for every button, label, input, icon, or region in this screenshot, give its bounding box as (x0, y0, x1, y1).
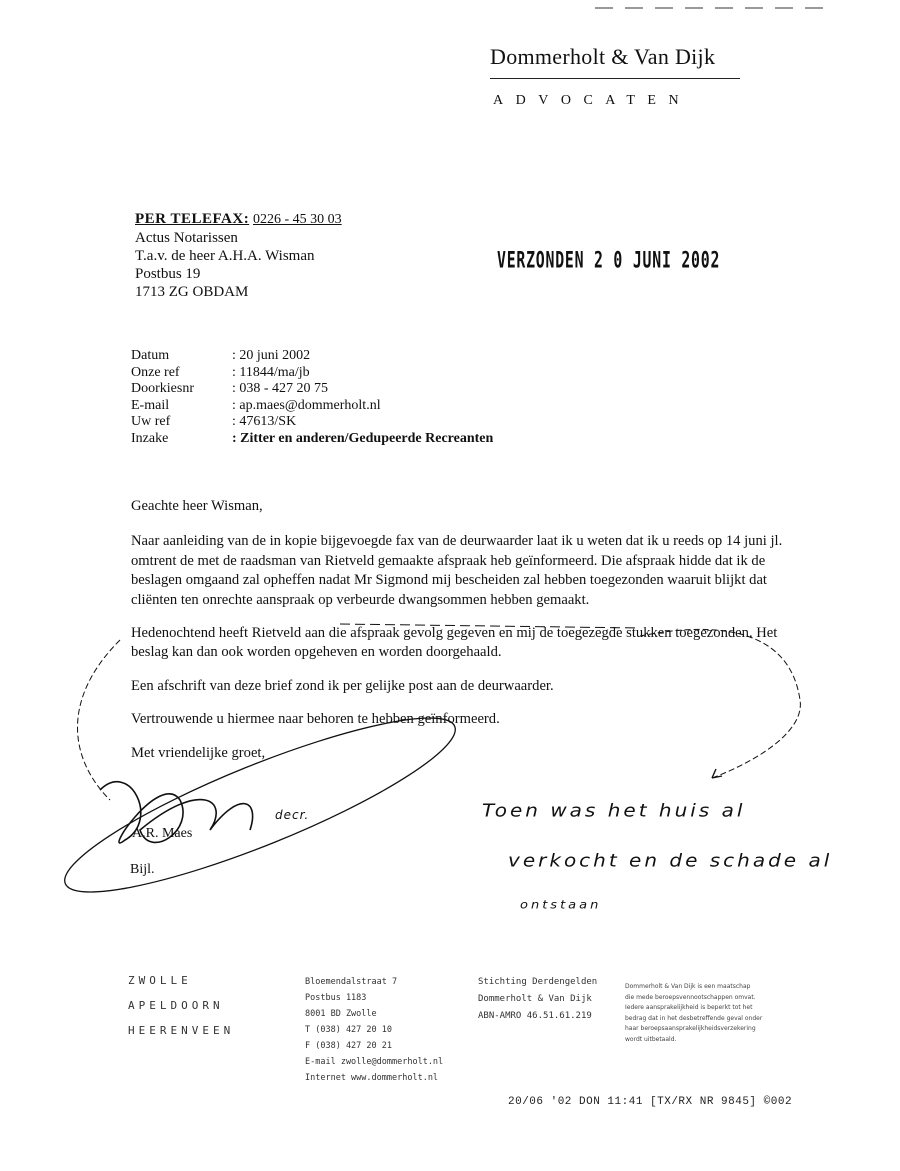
signature-loop (50, 689, 469, 921)
enclosure-note: Bijl. (130, 862, 155, 877)
disclaimer-line: die mede beroepsvennootschappen omvat. (625, 993, 756, 1001)
city: APELDOORN (128, 999, 224, 1012)
website: Internet www.dommerholt.nl (305, 1073, 439, 1083)
disclaimer-line: wordt uitbetaald. (625, 1035, 677, 1043)
bank-line: ABN-AMRO 46.51.61.219 (478, 1011, 592, 1021)
meta-value: : ap.maes@dommerholt.nl (232, 397, 381, 413)
closing: Met vriendelijke groet, (131, 744, 266, 761)
address-line: 1713 ZG OBDAM (135, 284, 249, 300)
handwritten-note-line: Toen was het huis al (482, 799, 746, 821)
meta-label: Inzake (131, 430, 169, 446)
signature-scribble (100, 782, 253, 843)
meta-label: Doorkiesnr (131, 381, 194, 397)
bank-details (478, 974, 597, 1025)
meta-value: : 038 - 427 20 75 (232, 381, 329, 397)
meta-label: Onze ref (131, 364, 180, 380)
paragraph: Vertrouwende u hiermee naar behoren te hebben geïnformeerd. (131, 711, 500, 728)
fax-label: PER TELEFAX: (135, 211, 250, 227)
signature-note: decr. (275, 808, 310, 822)
firm-logo: Dommerholt & Van Dijk (490, 44, 716, 69)
fax: F (038) 427 20 21 (305, 1041, 392, 1051)
paragraph: Een afschrift van deze brief zond ik per gelijke post aan de deurwaarder. (131, 677, 554, 694)
phone: T (038) 427 20 10 (305, 1025, 392, 1035)
disclaimer-line: bedrag dat in het desbetreffende geval onder (625, 1014, 763, 1022)
paragraph: Naar aanleiding van de in kopie bijgevoegde fax van de deurwaarder laat ik u weten dat ik u reeds op 14 juni jl. omtrent de met de raadsman van Rietveld gemaakte afspraak heb geïnformeerd. Die afspraak hidde dat ik de beslagen omgaand zal opheffen nadat Mr Sigmond mij bescheiden zal hebben toegezonden waaruit blijkt dat cliënten ten onrechte aanspraak op verbeurde dwangsommen hebben gemaakt. (131, 533, 783, 608)
annotation-arrow-curve (78, 629, 801, 800)
fax-number: 0226 - 45 30 03 (252, 212, 342, 227)
handwritten-note-line: verkocht en de schade al (508, 849, 833, 871)
office-address (305, 974, 443, 1086)
underline-mark (340, 624, 640, 628)
bank-line: Stichting Derdengelden (478, 977, 598, 987)
paragraph: Hedenochtend heeft Rietveld aan die afspraak gevolg gegeven en mij de toegezegde stukken toegezonden. Het beslag kan dan ook worden opgeheven en worden doorgehaald. (131, 625, 778, 661)
address-line: Actus Notarissen (135, 230, 238, 246)
bank-line: Dommerholt & Van Dijk (478, 994, 592, 1004)
signer-name: A.R. Maes (132, 826, 193, 841)
disclaimer-line: haar beroepsaansprakelijkheidsverzekering (625, 1025, 756, 1032)
meta-value: : 11844/ma/jb (232, 364, 310, 380)
meta-label: Datum (131, 348, 170, 363)
sent-stamp: VERZONDEN 2 0 JUNI 2002 (497, 248, 721, 274)
meta-label: Uw ref (131, 414, 171, 430)
address-line: T.a.v. de heer A.H.A. Wisman (135, 248, 315, 264)
address-line: 8001 BD Zwolle (305, 1009, 377, 1019)
office-cities (128, 968, 234, 1043)
disclaimer-line: Iedere aansprakelijkheid is beperkt tot het (625, 1004, 753, 1011)
meta-label: E-mail (131, 397, 170, 413)
meta-value: : 20 juni 2002 (232, 348, 311, 363)
disclaimer-line: Dommerholt & Van Dijk is een maatschap (625, 983, 751, 990)
address-line: Postbus 1183 (305, 993, 367, 1003)
email: E-mail zwolle@dommerholt.nl (305, 1057, 444, 1067)
firm-subtitle: ADVOCATEN (493, 93, 692, 108)
city: HEERENVEEN (128, 1024, 235, 1037)
fax-transmission-footer: 20/06 '02 DON 11:41 [TX/RX NR 9845] ©002 (508, 1096, 793, 1108)
address-line: Bloemendalstraat 7 (305, 977, 398, 987)
arrow-head-icon (712, 769, 722, 778)
meta-value: : Zitter en anderen/Gedupeerde Recreanten (232, 430, 494, 446)
city: ZWOLLE (128, 974, 192, 987)
address-line: Postbus 19 (135, 266, 201, 282)
liability-disclaimer (625, 982, 762, 1045)
handwritten-note-line: ontstaan (520, 898, 602, 913)
greeting: Geachte heer Wisman, (131, 498, 263, 514)
meta-value: : 47613/SK (232, 414, 297, 430)
